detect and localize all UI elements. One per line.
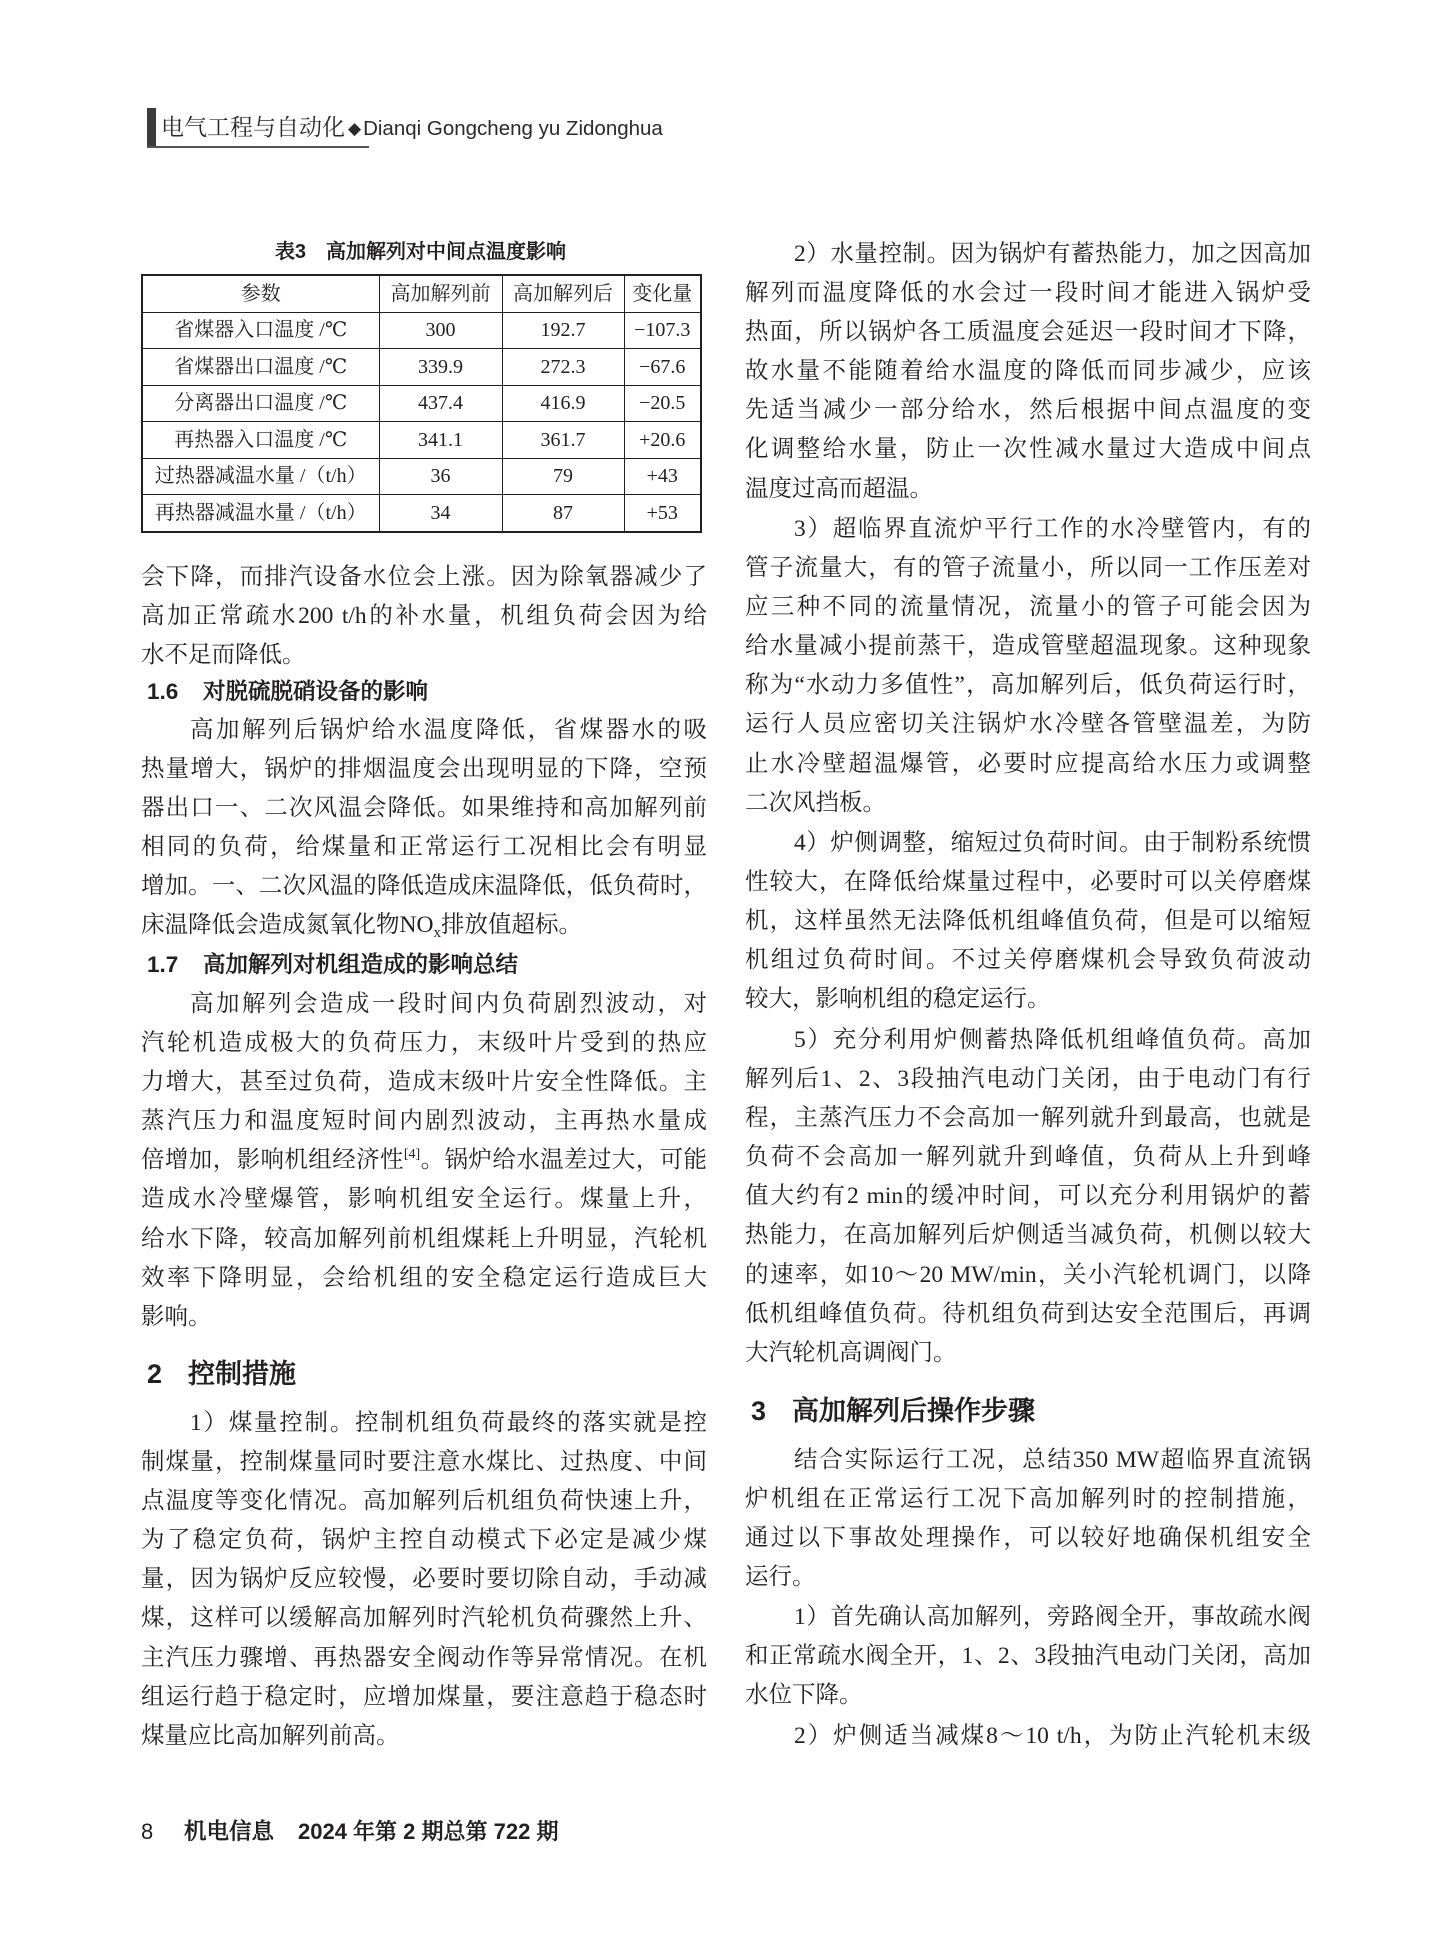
- body-text-line: 相同的负荷，给煤量和正常运行工况相比会有明显: [141, 834, 707, 861]
- section-title: 高加解列对机组造成的影响总结: [203, 952, 519, 977]
- table-cell: 分离器出口温度 /℃: [142, 385, 379, 422]
- body-text-line: 1）首先确认高加解列，旁路阀全开，事故疏水阀: [794, 1604, 1311, 1630]
- right-column: [745, 0, 1311, 1955]
- table-cell: 省煤器出口温度 /℃: [142, 349, 379, 386]
- text-run: 。锅炉给水温差过大，可能: [420, 1147, 707, 1174]
- body-text-line: 热面，所以锅炉各工质温度会延迟一段时间才下降，: [745, 319, 1311, 346]
- body-text-line: 2）水量控制。因为锅炉有蓄热能力，加之因高加: [794, 241, 1311, 267]
- table-header-cell: 高加解列后: [502, 275, 624, 312]
- table-cell: 87: [502, 495, 624, 532]
- paragraph: [141, 558, 707, 675]
- body-text-line: 止水冷壁超温爆管，必要时应提高给水压力或调整: [745, 750, 1311, 777]
- body-text-line: 力增大，甚至过负荷，造成末级叶片安全性降低。主: [141, 1069, 707, 1096]
- table-cell: 416.9: [502, 385, 624, 422]
- left-column: [141, 0, 707, 1955]
- body-text-line: 器出口一、二次风温会降低。如果维持和高加解列前: [141, 795, 707, 822]
- body-text-line: 给水下降，较高加解列前机组煤耗上升明显，汽轮机: [141, 1225, 707, 1252]
- paragraph: [745, 1021, 1311, 1373]
- table-caption: 表3 高加解列对中间点温度影响: [274, 241, 567, 263]
- body-text-line: 水不足而降低。: [141, 642, 306, 669]
- body-text-line: 运行。: [745, 1564, 816, 1591]
- body-text-line: 高加解列会造成一段时间内负荷剧烈波动，对: [190, 991, 707, 1017]
- paragraph: [745, 235, 1311, 509]
- table-header-cell: 参数: [142, 275, 379, 312]
- paragraph: [745, 1598, 1311, 1715]
- section-number: 1.6: [147, 679, 179, 704]
- body-text-line: 结合实际运行工况，总结350 MW超临界直流锅: [794, 1447, 1311, 1473]
- body-text-line: 值大约有2 min的缓冲时间，可以充分利用锅炉的蓄: [745, 1183, 1311, 1210]
- table-cell: 79: [502, 458, 624, 495]
- citation-reference: [4]: [403, 1147, 421, 1163]
- section-title: 高加解列后操作步骤: [792, 1396, 1035, 1426]
- table-header-cell: 高加解列前: [379, 275, 502, 312]
- body-text-line: 效率下降明显，会给机组的安全稳定运行造成巨大: [141, 1264, 707, 1291]
- section-heading: [141, 672, 707, 712]
- table-cell: 361.7: [502, 422, 624, 459]
- section-title: 对脱硫脱硝设备的影响: [203, 679, 429, 704]
- body-text-line: 量，因为锅炉反应较慢，必要时要切除自动，手动减: [141, 1566, 707, 1593]
- body-text-line: 影响。: [141, 1303, 212, 1330]
- body-text-line: 2）炉侧适当减煤8～10 t/h，为防止汽轮机末级: [794, 1723, 1311, 1749]
- footer-issue: 2024 年第 2 期总第 722 期: [298, 1819, 559, 1844]
- page-footer: [141, 1815, 781, 1849]
- table-cell: 过热器减温水量 /（t/h）: [142, 458, 379, 495]
- body-text-line: 性较大，在降低给煤量过程中，必要时可以关停磨煤: [745, 869, 1311, 896]
- table-header-cell: 变化量: [624, 275, 701, 312]
- body-text-line: 4）炉侧调整，缩短过负荷时间。由于制粉系统惯: [794, 830, 1311, 856]
- body-text-line: 高加解列后锅炉给水温度降低，省煤器水的吸: [190, 717, 707, 743]
- body-text-line: 低机组峰值负荷。待机组负荷到达安全范围后，再调: [745, 1300, 1311, 1327]
- body-text-line: 机，这样虽然无法降低机组峰值负荷，但是可以缩短: [745, 908, 1311, 935]
- body-text-line: [141, 906, 707, 945]
- table-cell: 437.4: [379, 385, 502, 422]
- body-text-line: 组运行趋于稳定时，应增加煤量，要注意趋于稳态时: [141, 1683, 707, 1710]
- body-text-line: 故水量不能随着给水温度的降低而同步减少，应该: [745, 358, 1311, 385]
- body-text-line: 制煤量，控制煤量同时要注意水煤比、过热度、中间: [141, 1449, 707, 1476]
- body-text-line: 蒸汽压力和温度短时间内剧烈波动，主再热水量成: [141, 1108, 707, 1135]
- body-text-line: 解列而温度降低的水会过一段时间才能进入锅炉受: [745, 280, 1311, 307]
- body-text-line: 热能力，在高加解列后炉侧适当减负荷，机侧以较大: [745, 1222, 1311, 1249]
- body-text-line: 二次风挡板。: [745, 789, 886, 816]
- text-run: 排放值超标。: [440, 912, 582, 939]
- table-cell: 192.7: [502, 312, 624, 349]
- section-number: 1.7: [147, 952, 179, 977]
- body-text-line: 负荷不会高加一解列就升到峰值，负荷从上升到峰: [745, 1144, 1311, 1171]
- section-title: 控制措施: [188, 1359, 296, 1389]
- body-text-line: 3）超临界直流炉平行工作的水冷壁管内，有的: [794, 516, 1311, 542]
- journal-name-pinyin: Dianqi Gongcheng yu Zidonghua: [363, 117, 663, 140]
- section-number: 3: [751, 1396, 767, 1426]
- section-heading: [745, 1389, 1311, 1433]
- body-text-line: 煤量应比高加解列前高。: [141, 1722, 400, 1749]
- subscript: x: [433, 925, 441, 942]
- body-text-line: 称为“水动力多值性”，高加解列后，低负荷运行时，: [745, 672, 1311, 699]
- body-text-line: 1）煤量控制。控制机组负荷最终的落实就是控: [190, 1410, 707, 1436]
- body-text-line: [141, 1141, 707, 1180]
- body-text-line: 主汽压力骤增、再热器安全阀动作等异常情况。在机: [141, 1644, 707, 1671]
- table-cell: +20.6: [624, 422, 701, 459]
- footer-journal-name: 机电信息: [184, 1819, 275, 1844]
- header-separator-diamond: ◆: [348, 119, 362, 138]
- body-text-line: 汽轮机造成极大的负荷压力，末级叶片受到的热应: [141, 1030, 707, 1057]
- table-cell: −20.5: [624, 385, 701, 422]
- section-heading: [141, 945, 707, 985]
- body-text-line: 炉机组在正常运行工况下高加解列时的控制措施，: [745, 1486, 1311, 1513]
- body-text-line: 给水量减小提前蒸干，造成管壁超温现象。这种现象: [745, 633, 1311, 660]
- table-cell: 300: [379, 312, 502, 349]
- body-text-line: 的速率，如10～20 MW/min，关小汽轮机调门，以降: [745, 1261, 1311, 1288]
- table-cell: 再热器减温水量 /（t/h）: [142, 495, 379, 532]
- body-text-line: 温度过高而超温。: [745, 475, 933, 502]
- body-text-line: 造成水冷壁爆管，影响机组安全运行。煤量上升，: [141, 1186, 707, 1213]
- table-cell: −67.6: [624, 349, 701, 386]
- table-cell: +53: [624, 495, 701, 532]
- body-text-line: 5）充分利用炉侧蓄热降低机组峰值负荷。高加: [794, 1027, 1311, 1053]
- paragraph: [745, 510, 1311, 823]
- body-text-line: 大汽轮机高调阀门。: [745, 1339, 957, 1366]
- body-text-line: 机组过负荷时间。不过关停磨煤机会导致负荷波动: [745, 947, 1311, 974]
- body-text-line: 应三种不同的流量情况，流量小的管子可能会因为: [745, 594, 1311, 621]
- paragraph: [141, 711, 707, 946]
- body-text-line: 管子流量大，有的管子流量小，所以同一工作压差对: [745, 555, 1311, 582]
- body-text-line: 通过以下事故处理操作，可以较好地确保机组安全: [745, 1525, 1311, 1552]
- body-text-line: 增加。一、二次风温的降低造成床温降低，低负荷时，: [141, 873, 707, 900]
- body-text-line: 解列后1、2、3段抽汽电动门关闭，由于电动门有行: [745, 1066, 1311, 1093]
- section-heading: [141, 1352, 707, 1396]
- table-cell: 341.1: [379, 422, 502, 459]
- paragraph: [141, 1404, 707, 1756]
- section-number: 2: [147, 1359, 163, 1389]
- body-text-line: 和正常疏水阀全开，1、2、3段抽汽电动门关闭，高加: [745, 1643, 1311, 1670]
- body-text-line: 运行人员应密切关注锅炉水冷壁各管壁温差，为防: [745, 711, 1311, 738]
- table-cell: 再热器入口温度 /℃: [142, 422, 379, 459]
- paragraph: [745, 1717, 1311, 1756]
- body-text-line: 会下降，而排汽设备水位会上涨。因为除氧器减少了: [141, 564, 707, 590]
- body-text-line: 高加正常疏水200 t/h的补水量，机组负荷会因为给: [141, 603, 707, 630]
- table-cell: 339.9: [379, 349, 502, 386]
- paragraph: [745, 1441, 1311, 1597]
- body-text-line: 较大，影响机组的稳定运行。: [745, 986, 1051, 1013]
- body-text-line: 热量增大，锅炉的排烟温度会出现明显的下降，空预: [141, 756, 707, 783]
- table-cell: 272.3: [502, 349, 624, 386]
- body-text-line: 化调整给水量，防止一次性减水量过大造成中间点: [745, 436, 1311, 463]
- paragraph: [141, 985, 707, 1337]
- text-run: 倍增加，影响机组经济性: [141, 1147, 404, 1174]
- body-text-line: 先适当减少一部分给水，然后根据中间点温度的变: [745, 397, 1311, 424]
- body-text-line: 程，主蒸汽压力不会高加一解列就升到最高，也就是: [745, 1105, 1311, 1132]
- table-cell: 省煤器入口温度 /℃: [142, 312, 379, 349]
- body-text-line: 煤，这样可以缓解高加解列时汽轮机负荷骤然上升、: [141, 1605, 707, 1632]
- page-number: 8: [141, 1819, 154, 1844]
- text-run: 床温降低会造成氮氧化物NO: [141, 912, 434, 939]
- journal-name-cn: 电气工程与自动化: [161, 114, 345, 140]
- table-cell: 36: [379, 458, 502, 495]
- table-cell: +43: [624, 458, 701, 495]
- body-text-line: 水位下降。: [745, 1682, 863, 1709]
- paragraph: [745, 824, 1311, 1019]
- body-text-line: 点温度等变化情况。高加解列后机组负荷快速上升，: [141, 1488, 707, 1515]
- body-text-line: 为了稳定负荷，锅炉主控自动模式下必定是减少煤: [141, 1527, 707, 1554]
- table-cell: 34: [379, 495, 502, 532]
- table-cell: −107.3: [624, 312, 701, 349]
